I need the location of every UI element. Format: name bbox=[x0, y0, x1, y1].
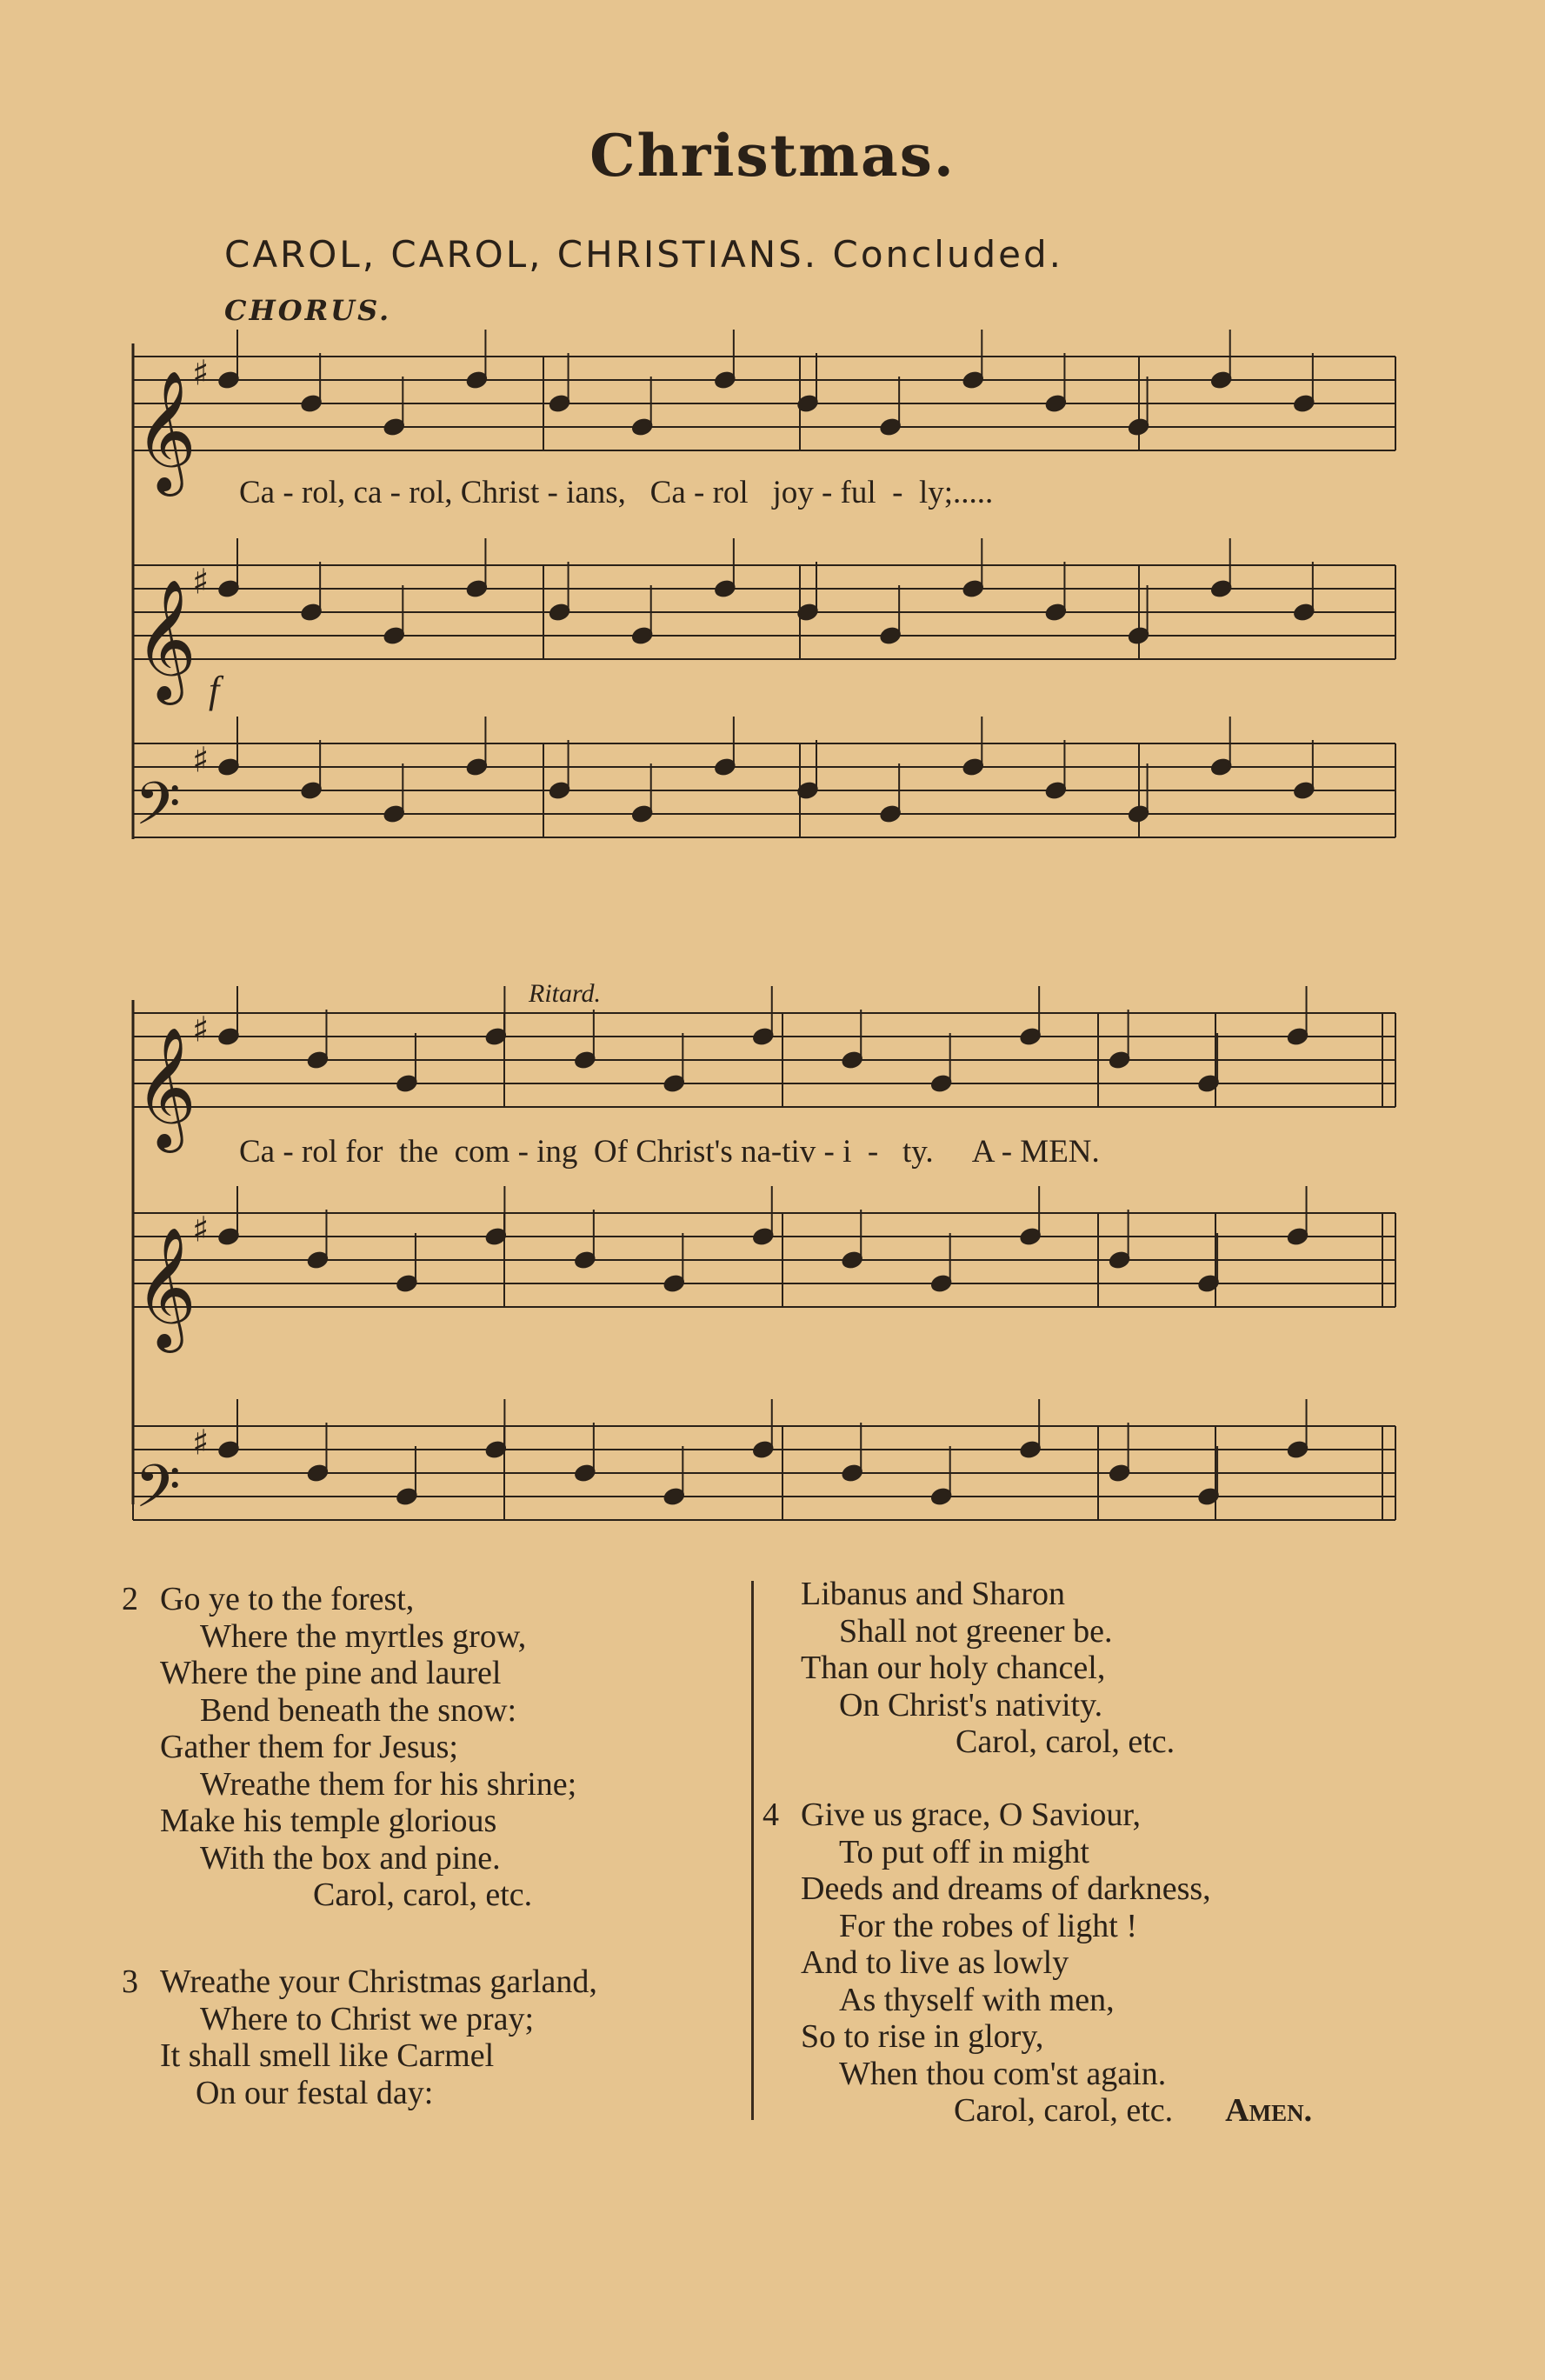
sharp-icon: ♯ bbox=[192, 562, 210, 603]
verse-line: Where the pine and laurel bbox=[160, 1655, 502, 1691]
verse-number: 4 bbox=[763, 1797, 779, 1833]
treble-clef-icon: 𝄞 bbox=[135, 1027, 196, 1148]
verse-refrain: Carol, carol, etc. bbox=[956, 1723, 1175, 1760]
treble-clef-icon: 𝄞 bbox=[135, 579, 196, 700]
treble-clef-icon: 𝄞 bbox=[135, 370, 196, 491]
verse-line: Make his temple glorious bbox=[160, 1803, 497, 1839]
verse-2 bbox=[122, 1581, 576, 1914]
verse-refrain: Carol, carol, etc. bbox=[313, 1877, 533, 1913]
sharp-icon: ♯ bbox=[192, 1210, 210, 1250]
verse-line: With the box and pine. bbox=[200, 1839, 501, 1877]
verse-line: Give us grace, O Saviour, bbox=[801, 1797, 1142, 1833]
verse-3-part1 bbox=[122, 1963, 597, 2111]
verse-line: Deeds and dreams of darkness, bbox=[801, 1870, 1211, 1907]
verse-line: On Christ's nativity. bbox=[839, 1686, 1103, 1723]
sharp-icon: ♯ bbox=[192, 353, 210, 394]
verse-line: Wreathe your Christmas garland, bbox=[160, 1963, 597, 2000]
verse-line: On our festal day: bbox=[196, 2074, 434, 2111]
hymn-subtitle: CAROL, CAROL, CHRISTIANS. Concluded. bbox=[224, 233, 1064, 276]
chorus-label: CHORUS. bbox=[224, 294, 392, 327]
verse-line: Go ye to the forest, bbox=[160, 1581, 415, 1617]
verse-line: Shall not greener be. bbox=[839, 1612, 1113, 1650]
verse-line: So to rise in glory, bbox=[801, 2018, 1044, 2055]
verse-line: Bend beneath the snow: bbox=[200, 1691, 517, 1729]
verse-line: And to live as lowly bbox=[801, 1944, 1069, 1981]
treble-clef-icon: 𝄞 bbox=[135, 1227, 196, 1348]
sharp-icon: ♯ bbox=[192, 1010, 210, 1050]
dynamic-forte: f bbox=[209, 669, 220, 711]
sharp-icon: ♯ bbox=[192, 740, 210, 781]
page-title: Christmas. bbox=[589, 122, 956, 190]
system2-lyrics: Ca - rol for the com - ing Of Christ's na-tiv - i - ty. A - MEN. bbox=[239, 1134, 1100, 1170]
sharp-icon: ♯ bbox=[192, 1423, 210, 1463]
bass-clef-icon: 𝄢 bbox=[135, 770, 181, 853]
verse-number: 3 bbox=[122, 1963, 138, 2000]
verse-line: To put off in might bbox=[839, 1833, 1089, 1870]
verse-line: Libanus and Sharon bbox=[801, 1576, 1065, 1612]
verse-refrain: Carol, carol, etc. bbox=[954, 2092, 1174, 2129]
verse-line: Gather them for Jesus; bbox=[160, 1729, 458, 1765]
verse-line: Where to Christ we pray; bbox=[200, 2000, 535, 2037]
verse-line: For the robes of light ! bbox=[839, 1907, 1138, 1944]
verse-4 bbox=[763, 1797, 1312, 2130]
verse-line: Wreathe them for his shrine; bbox=[200, 1765, 577, 1803]
verse-line: Than our holy chancel, bbox=[801, 1650, 1106, 1686]
ritard-mark: Ritard. bbox=[529, 979, 602, 1008]
verse-line: When thou com'st again. bbox=[839, 2055, 1167, 2092]
verse-line: As thyself with men, bbox=[839, 1981, 1115, 2018]
verse-line: Where the myrtles grow, bbox=[200, 1617, 527, 1655]
column-divider bbox=[751, 1581, 754, 2120]
verse-number: 2 bbox=[122, 1581, 138, 1617]
closing-amen: Amen. bbox=[1225, 2092, 1313, 2129]
verse-line: It shall smell like Carmel bbox=[160, 2037, 495, 2074]
bass-clef-icon: 𝄢 bbox=[135, 1453, 181, 1536]
verse-3-part2 bbox=[801, 1576, 1175, 1761]
system1-lyrics: Ca - rol, ca - rol, Christ - ians, Ca - rol joy - ful - ly;..... bbox=[239, 475, 994, 510]
